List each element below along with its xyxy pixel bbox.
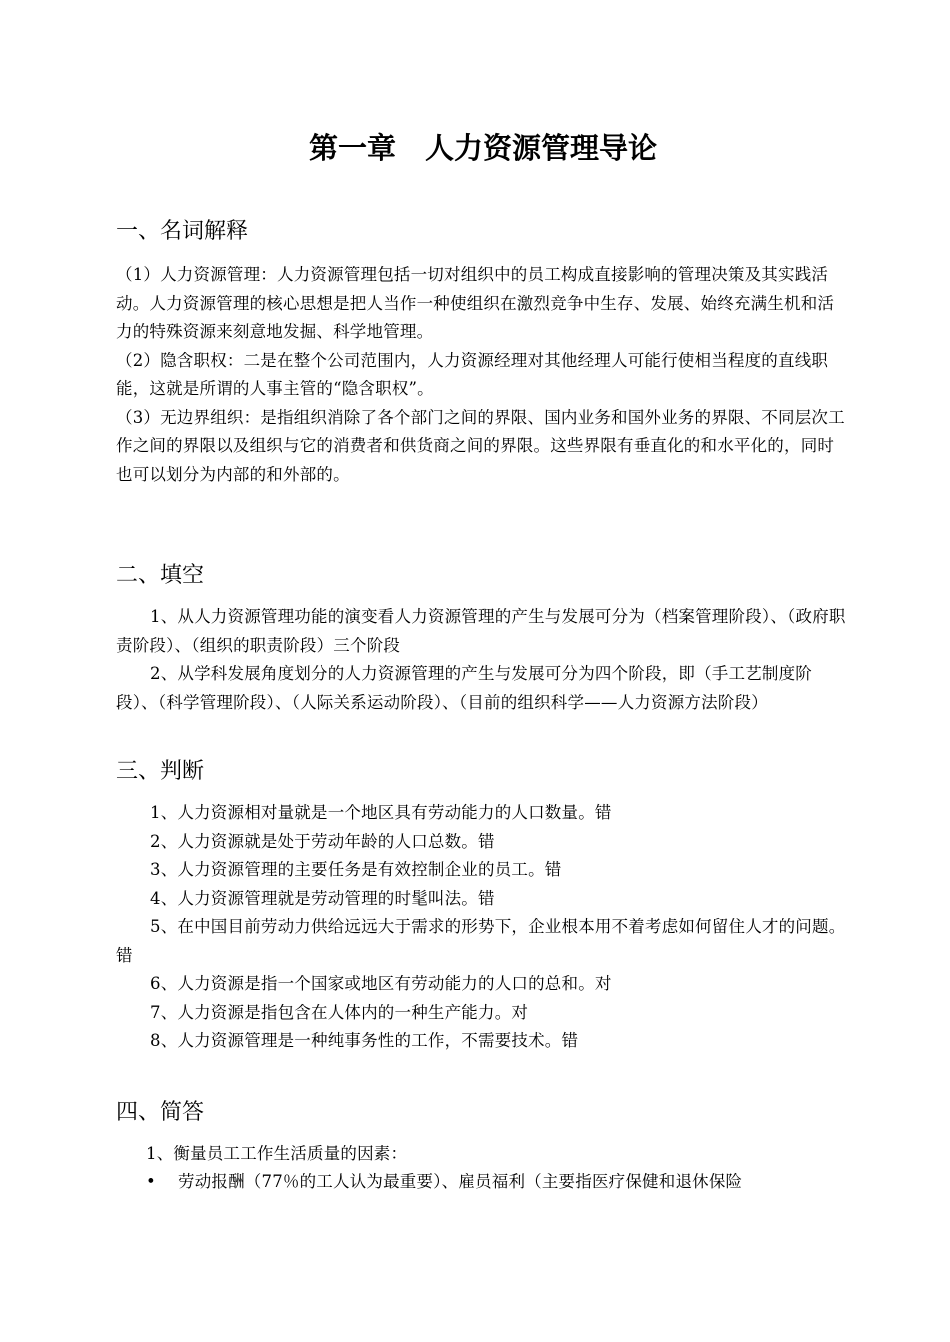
- judgment-item: 6、人力资源是指一个国家或地区有劳动能力的人口的总和。对: [150, 974, 612, 993]
- bullet-item: [116, 1168, 850, 1197]
- judgment-item: 3、人力资源管理的主要任务是有效控制企业的员工。错: [150, 860, 562, 879]
- judgment-item: 2、人力资源就是处于劳动年龄的人口总数。错: [150, 831, 495, 851]
- term-item: （2）隐含职权：二是在整个公司范围内，人力资源经理对其他经理人可能行使相当程度的直线职能，这就是所谓的人事主管的“隐含职权”。: [116, 350, 829, 398]
- fill-blank-list: [116, 603, 850, 717]
- judgment-item: 1、人力资源相对量就是一个地区具有劳动能力的人口数量。错: [150, 803, 612, 822]
- section-heading-judgment: 三、判断: [116, 759, 205, 784]
- term-item: （1）人力资源管理：人力资源管理包括一切对组织中的员工构成直接影响的管理决策及其实践活动。人力资源管理的核心思想是把人当作一种使组织在激烈竞争中生存、发展、始终充满生机和活力的特殊资源来刻意地发掘、科学地管理。: [116, 265, 835, 341]
- judgment-item: 4、人力资源管理就是劳动管理的时髦叫法。错: [150, 888, 495, 908]
- bullet-text: 劳动报酬（77％的工人认为最重要）、雇员福利（主要指医疗保健和退休保险: [178, 1172, 743, 1191]
- fill-blank-item: 1、从人力资源管理功能的演变看人力资源管理的产生与发展可分为（档案管理阶段）、（政府职责阶段）、（组织的职责阶段）三个阶段: [116, 607, 846, 655]
- term-item: （3）无边界组织：是指组织消除了各个部门之间的界限、国内业务和国外业务的界限、不同层次工作之间的界限以及组织与它的消费者和供货商之间的界限。这些界限有垂直化的和水平化的，同时也可以划分为内部的和外部的。: [116, 407, 845, 484]
- section-heading-terms: 一、名词解释: [116, 219, 249, 244]
- section-heading-fill-blank: 二、填空: [116, 563, 205, 588]
- judgment-item: 7、人力资源是指包含在人体内的一种生产能力。对: [150, 1002, 529, 1022]
- short-answer-list: [116, 1140, 850, 1197]
- bullet-symbol: •: [146, 1172, 156, 1191]
- terms-list: [116, 261, 850, 489]
- section-heading-short-answer: 四、简答: [116, 1099, 205, 1125]
- judgment-item: 8、人力资源管理是一种纯事务性的工作，不需要技术。错: [150, 1031, 579, 1050]
- chapter-title: 第一章 人力资源管理导论: [308, 131, 657, 165]
- fill-blank-item: 2、从学科发展角度划分的人力资源管理的产生与发展可分为四个阶段，即（手工艺制度阶段）、（科学管理阶段）、（人际关系运动阶段）、（目前的组织科学——人力资源方法阶段）: [116, 664, 812, 712]
- judgment-item: 5、在中国目前劳动力供给远远大于需求的形势下，企业根本用不着考虑如何留住人才的问题。错: [116, 917, 846, 965]
- short-answer-item: 1、衡量员工工作生活质量的因素：: [146, 1143, 408, 1163]
- judgment-list: [116, 799, 850, 1056]
